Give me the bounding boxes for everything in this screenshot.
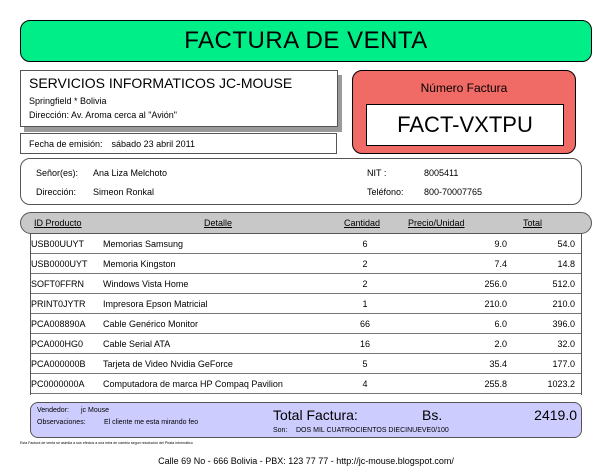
company-box (20, 70, 338, 127)
row-id: SOFT0FFRN (31, 279, 84, 289)
invoice-number-label: Número Factura (420, 81, 508, 95)
row-detail: Memoria Kingston (103, 259, 176, 269)
row-id: PCA008890A (31, 319, 86, 329)
currency-label: Bs. (422, 407, 443, 423)
row-total: 1023.2 (547, 379, 575, 389)
row-detail: Windows Vista Home (103, 279, 189, 289)
row-qty: 6 (362, 239, 368, 249)
client-nit-label: NIT : (367, 168, 387, 178)
row-total: 32.0 (557, 339, 575, 349)
issue-date-value: sábado 23 abril 2011 (111, 138, 195, 149)
table-row (31, 373, 581, 394)
table-header (20, 212, 592, 234)
totals-box (30, 402, 582, 438)
client-address: Simeon Ronkal (93, 187, 155, 197)
company-city: Springfield * Bolivia (29, 96, 107, 106)
table-row (31, 313, 581, 334)
table-row (31, 353, 581, 374)
row-total: 54.0 (557, 239, 575, 249)
client-phone-label: Teléfono: (367, 187, 404, 197)
row-price: 210.0 (484, 299, 507, 309)
seller-name: jc Mouse (81, 407, 110, 414)
row-total: 177.0 (552, 359, 575, 369)
row-qty: 5 (362, 359, 368, 369)
row-price: 256.0 (484, 279, 507, 289)
issue-date-label: Fecha de emisión: (29, 138, 103, 149)
table-row (31, 293, 581, 314)
issue-date-box (20, 133, 337, 154)
company-name: SERVICIOS INFORMATICOS JC-MOUSE (29, 75, 293, 91)
observations-label: Observaciones: (37, 419, 86, 426)
legal-note: Esta Factura de venta se asimila a sus efectos a una letra de cambio segun resolución del Pirata informático (20, 441, 193, 445)
row-total: 210.0 (552, 299, 575, 309)
contact-line: Calle 69 No - 666 Bolivia - PBX: 123 77 77 - http://jc-mouse.blogspot.com/ (158, 456, 454, 466)
row-id: PCA000000B (31, 359, 86, 369)
total-label: Total Factura: (273, 407, 358, 423)
row-total: 14.8 (557, 259, 575, 269)
header-id: ID Producto (34, 218, 82, 228)
invoice-title: FACTURA DE VENTA (20, 20, 592, 62)
row-id: PC0000000A (31, 379, 85, 389)
row-price: 6.0 (494, 319, 507, 329)
row-id: USB0000UYT (31, 259, 88, 269)
row-qty: 1 (362, 299, 368, 309)
table-row (31, 233, 581, 254)
invoice-number-value: FACT-VXTPU (366, 104, 564, 146)
row-price: 7.4 (494, 259, 507, 269)
row-detail: Cable Serial ATA (103, 339, 171, 349)
total-value: 2419.0 (534, 407, 577, 423)
client-address-label: Dirección: (36, 187, 77, 197)
observations-text: El cliente me esta mirando feo (104, 419, 199, 426)
header-qty: Cantidad (344, 218, 381, 228)
items-table (30, 233, 582, 395)
company-address: Dirección: Av. Aroma cerca al "Avión" (29, 110, 177, 120)
row-qty: 2 (362, 259, 368, 269)
row-total: 512.0 (552, 279, 575, 289)
header-detail: Detalle (204, 218, 233, 228)
client-nit: 8005411 (424, 168, 459, 178)
amount-words-label: Son: (273, 427, 288, 434)
client-name-label: Señor(es): (36, 168, 79, 178)
row-price: 9.0 (494, 239, 507, 249)
row-qty: 4 (362, 379, 368, 389)
row-qty: 66 (359, 319, 370, 329)
header-total: Total (523, 218, 543, 228)
row-total: 396.0 (552, 319, 575, 329)
row-detail: Computadora de marca HP Compaq Pavilion (103, 379, 283, 389)
amount-words: DOS MIL CUATROCIENTOS DIECINUEVE0/100 (296, 427, 449, 434)
row-qty: 2 (362, 279, 368, 289)
header-price: Precio/Unidad (408, 218, 465, 228)
invoice-number-box (352, 70, 576, 154)
row-id: PRINT0JYTR (31, 299, 86, 309)
table-row (31, 273, 581, 294)
row-detail: Cable Genérico Monitor (103, 319, 199, 329)
table-row (31, 253, 581, 274)
client-phone: 800-70007765 (424, 187, 483, 197)
table-row (31, 333, 581, 354)
row-detail: Memorias Samsung (103, 239, 184, 249)
row-price: 255.8 (484, 379, 507, 389)
row-detail: Impresora Epson Matricial (103, 299, 208, 309)
row-price: 35.4 (489, 359, 507, 369)
row-qty: 16 (359, 339, 370, 349)
row-detail: Tarjeta de Video Nvidia GeForce (103, 359, 233, 369)
row-id: USB00UUYT (31, 239, 85, 249)
row-id: PCA000HG0 (31, 339, 84, 349)
client-name: Ana Liza Melchoto (93, 168, 168, 178)
seller-label: Vendedor: (37, 407, 69, 414)
client-box (20, 158, 582, 205)
row-price: 2.0 (494, 339, 507, 349)
